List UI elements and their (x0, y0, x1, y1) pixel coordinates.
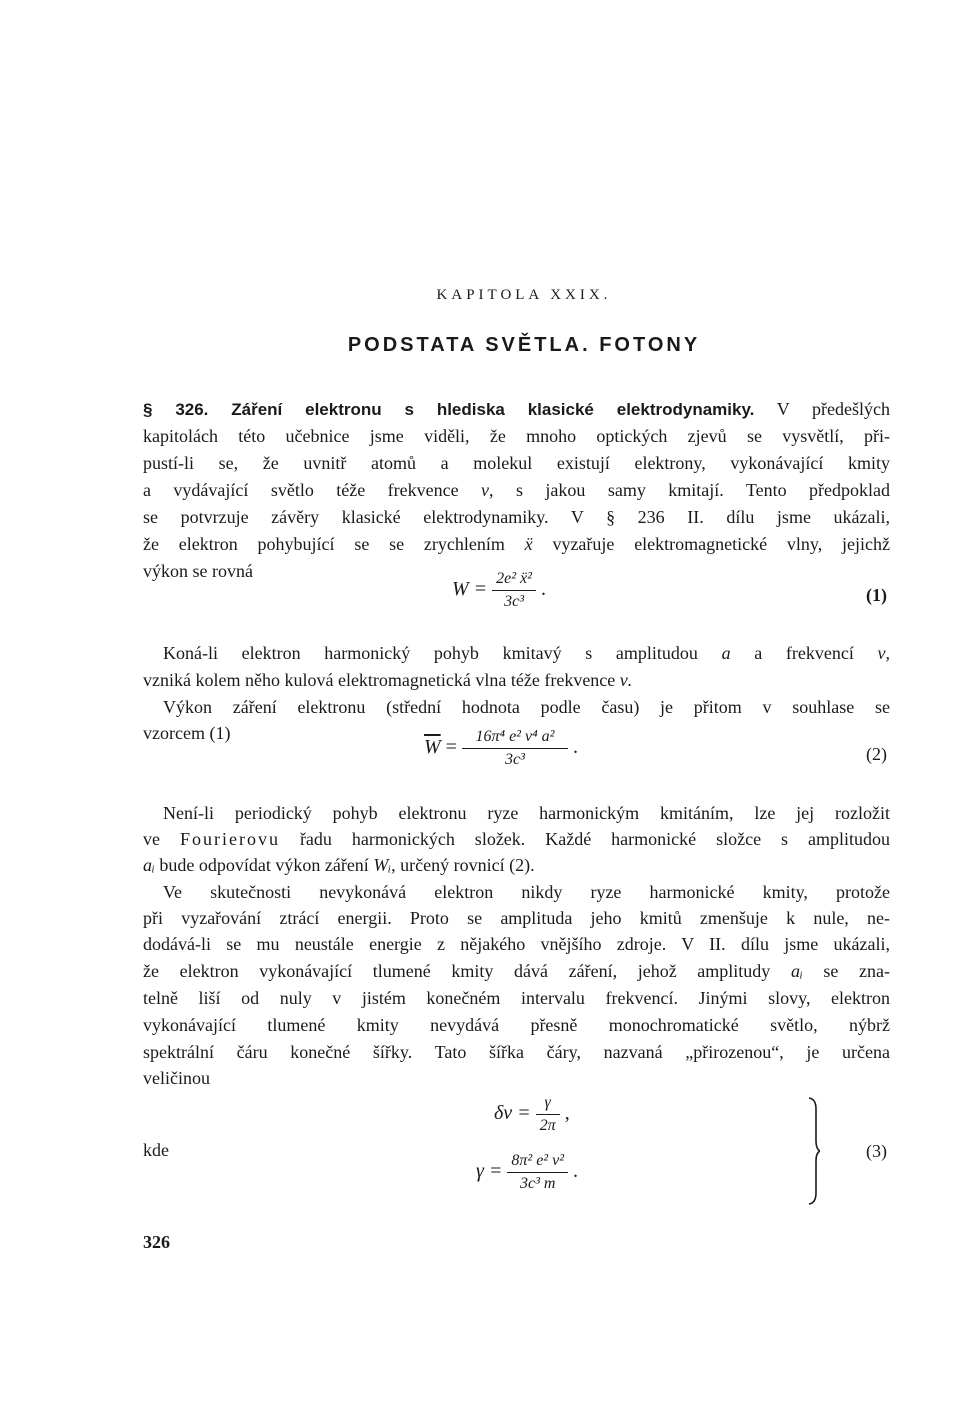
text-line: vzorcem (1) (143, 723, 231, 743)
text-line: vykonávající tlumené kmity nevydává přesně monochromatické světlo, nýbrž (143, 1015, 890, 1035)
text-line: ve Fourierovu řadu harmonických složek. Každé harmonické složce s amplitudou (143, 829, 891, 849)
kde-label: kde (143, 1140, 169, 1160)
fraction: $\frac{\text{8π² e² ν²}}{\text{3c³ m}}$ (507, 1152, 568, 1193)
text-line: Koná-li elektron harmonický pohyb kmitavý s amplitudou a a frekvencí ν, (163, 643, 891, 663)
fraction: $\frac{\text{16π⁴ e² ν⁴ a²}}{\text{3c³}}$ (462, 728, 568, 769)
text-line: kapitolách této učebnice jsme viděli, že mnoho optických zjevů se vysvětlí, při- (143, 426, 890, 446)
text-line: Výkon záření elektronu (střední hodnota podle času) je přitom v souhlase se (163, 697, 890, 717)
text-line: dodává-li se mu neustále energie z nějakého vnějšího zdroje. V II. dílu jsme ukázali, (143, 934, 890, 954)
fraction: $\frac{\text{2e² ẍ²}}{\text{3c³}}$ (492, 570, 536, 611)
text-line: se potvrzuje závěry klasické elektrodynamiky. V § 236 II. dílu jsme ukázali, (143, 507, 890, 527)
fraction: $\frac{\gamma}{2\pi}$ (536, 1094, 560, 1135)
equation-2: $\overline{W}$ = $\frac{\text{16π⁴ e² ν⁴ a²}}{\text{3c³}}$ . (424, 728, 578, 768)
text-line: a vydávající světlo téže frekvence ν, s jakou samy kmitají. Tento předpoklad (143, 480, 890, 500)
equation-3b: γ = $\frac{\text{8π² e² ν²}}{\text{3c³ m}}$ . (476, 1152, 578, 1192)
equation-number-2: (2) (866, 744, 887, 764)
text-line: telně liší od nuly v jistém konečném intervalu frekvencí. Jinými slovy, elektron (143, 988, 890, 1008)
section-heading: § 326. Záření elektronu s hlediska klasické elektrodynamiky. (143, 400, 755, 419)
text-line: veličinou (143, 1068, 210, 1088)
text-line: aᵢ bude odpovídat výkon záření Wᵢ, určený rovnicí (2). (143, 855, 535, 875)
page-number: 326 (143, 1232, 170, 1252)
text-line: Není-li periodický pohyb elektronu ryze harmonickým kmitáním, lze jej rozložit (163, 803, 890, 823)
text-line: výkon se rovná (143, 561, 253, 581)
text-line: že elektron vykonávající tlumené kmity dává záření, jehož amplitudy aᵢ se zna- (143, 961, 891, 981)
text-line: při vyzařování ztrácí energii. Proto se amplituda jeho kmitů zmenšuje k nule, ne- (143, 908, 890, 928)
name-fourier: Fourierovu (179, 829, 280, 849)
chapter-title: PODSTATA SVĚTLA. FOTONY (347, 334, 701, 356)
section-first-line: § 326. Záření elektronu s hlediska klasické elektrodynamiky. V předešlých (143, 399, 890, 419)
text-line: vzniká kolem něho kulová elektromagnetická vlna téže frekvence ν. (143, 670, 633, 690)
text-line: Ve skutečnosti nevykonává elektron nikdy ryze harmonické kmity, protože (163, 882, 890, 902)
text-line: pustí-li se, že uvnitř atomů a molekul existují elektrony, vykonávající kmity (143, 453, 890, 473)
equation-3a: δν = $\frac{\gamma}{2\pi}$ , (494, 1094, 570, 1134)
equation-number-3: (3) (866, 1141, 887, 1161)
chapter-label: KAPITOLA XXIX. (436, 287, 612, 303)
right-brace-icon (808, 1097, 820, 1205)
text-line: spektrální čáru konečné šířky. Tato šířka čáry, nazvaná „přirozenou“, je určena (143, 1042, 890, 1062)
text-line: že elektron pohybující se se zrychlením ẍ vyzařuje elektromagnetické vlny, jejichž (143, 534, 891, 554)
equation-number-1: (1) (866, 585, 887, 605)
equation-1: W = $\frac{\text{2e² ẍ²}}{\text{3c³}}$ . (452, 570, 546, 610)
